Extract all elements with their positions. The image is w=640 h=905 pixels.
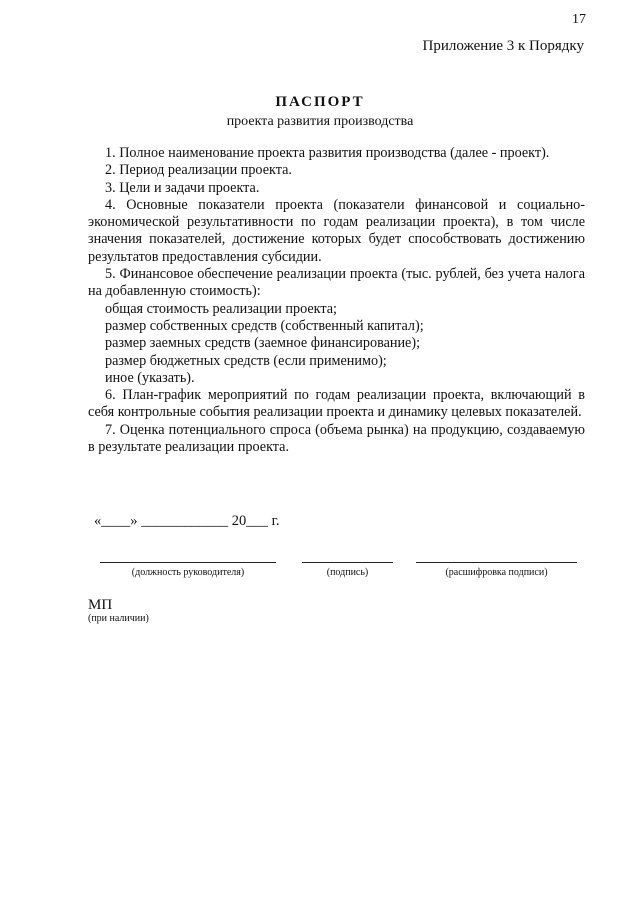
document-subtitle: проекта развития производства <box>226 114 414 129</box>
signature-line <box>302 562 393 563</box>
decoding-caption: (расшифровка подписи) <box>445 567 548 578</box>
document-body <box>88 145 585 456</box>
appendix-reference: Приложение 3 к Порядку <box>422 38 584 54</box>
item-4: 4. Основные показатели проекта (показатели финансовой и социально-экономической результативности по годам реализации проекта), в том числе значения показателей, достижение которых будет способствовать достижению результатов предоставления субсидии. <box>88 196 585 265</box>
item-5-sub-budget-funds: размер бюджетных средств (если применимо); <box>105 352 387 369</box>
item-5-sub-borrowed-funds: размер заемных средств (заемное финансирование); <box>105 335 421 352</box>
item-7: 7. Оценка потенциального спроса (объема рынка) на продукцию, создаваемую в результате реализации проекта. <box>88 421 585 456</box>
item-2: 2. Период реализации проекта. <box>105 162 292 179</box>
item-5-sub-own-funds: размер собственных средств (собственный капитал); <box>105 317 424 334</box>
item-3: 3. Цели и задачи проекта. <box>105 179 260 196</box>
position-signature-line <box>100 562 276 563</box>
item-6: 6. План-график мероприятий по годам реализации проекта, включающий в себя контрольные события реализации проекта и динамику целевых показателей. <box>88 387 585 421</box>
position-caption: (должность руководителя) <box>131 567 245 578</box>
stamp-note: (при наличии) <box>88 613 149 624</box>
item-1: 1. Полное наименование проекта развития производства (далее - проект). <box>105 145 550 161</box>
decoding-signature-line <box>416 562 577 563</box>
signature-caption: (подпись) <box>326 567 369 578</box>
stamp-label: МП <box>88 597 113 613</box>
document-title: ПАСПОРТ <box>275 94 365 110</box>
item-5-sub-total-cost: общая стоимость реализации проекта; <box>105 300 337 317</box>
item-5-sub-other: иное (указать). <box>105 369 195 386</box>
item-5: 5. Финансовое обеспечение реализации проекта (тыс. рублей, без учета налога на добавленную стоимость): <box>88 266 585 300</box>
date-line: «____» ____________ 20___ г. <box>94 513 280 529</box>
page-number: 17 <box>572 12 586 27</box>
